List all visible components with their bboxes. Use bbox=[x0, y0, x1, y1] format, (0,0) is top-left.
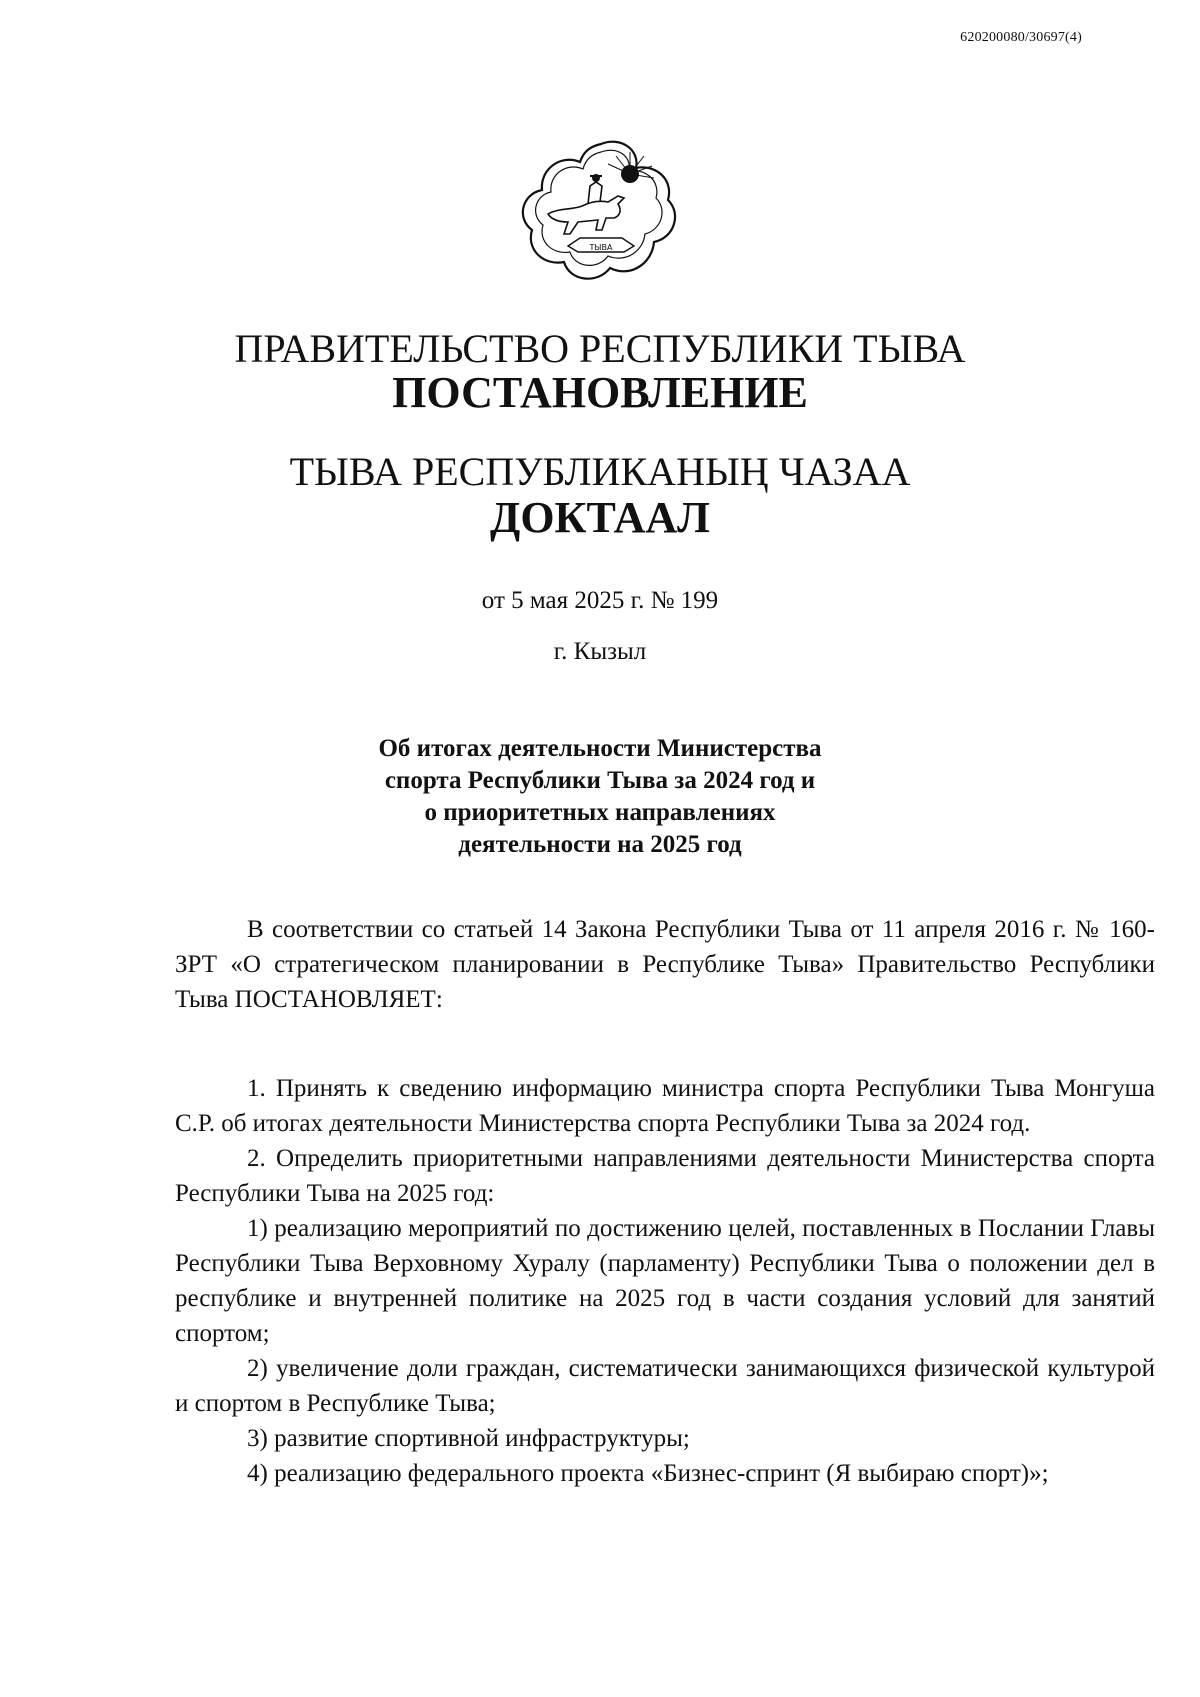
tuva-coat-of-arms-icon bbox=[518, 138, 684, 286]
emblem-inscription: ТЫВА bbox=[589, 243, 613, 252]
city-line: г. Кызыл bbox=[553, 638, 647, 665]
item-paragraph: 1. Принять к сведению информацию министра спорта Республики Тыва Монгуша С.Р. об итогах деятельности Министерства спорта Республики Тыва за 2024 год. bbox=[175, 1075, 1155, 1137]
subject-line: Об итогах деятельности Министерства bbox=[378, 735, 822, 762]
preamble-paragraph: В соответствии со статьей 14 Закона Республики Тыва от 11 апреля 2016 г. № 160-ЗРТ «О стратегическом планировании в Республике Тыва» Правительство Республики Тыва ПОСТАНОВЛЯЕТ: bbox=[175, 916, 1155, 1013]
subject-line: о приоритетных направлениях bbox=[424, 799, 776, 826]
document-id: 620200080/30697(4) bbox=[960, 30, 1082, 45]
date-line: от 5 мая 2025 г. № 199 bbox=[481, 587, 719, 614]
resolution-items bbox=[175, 1071, 1155, 1491]
government-title-ru: ПРАВИТЕЛЬСТВО РЕСПУБЛИКИ ТЫВА bbox=[234, 326, 966, 371]
resolution-title-tyv: ДОКТААЛ bbox=[490, 493, 710, 542]
item-paragraph: 2) увеличение доли граждан, систематически занимающихся физической культурой и спортом в Республике Тыва; bbox=[175, 1355, 1155, 1417]
preamble-block bbox=[175, 912, 1155, 1017]
item-paragraph: 3) развитие спортивной инфраструктуры; bbox=[247, 1425, 690, 1452]
subject-line: спорта Республики Тыва за 2024 год и bbox=[384, 767, 816, 794]
item-paragraph: 2. Определить приоритетными направлениями деятельности Министерства спорта Республики Тыва на 2025 год: bbox=[175, 1145, 1155, 1207]
item-paragraph: 4) реализацию федерального проекта «Бизнес-спринт (Я выбираю спорт)»; bbox=[247, 1460, 1049, 1487]
subject-line: деятельности на 2025 год bbox=[458, 831, 742, 858]
item-paragraph: 1) реализацию мероприятий по достижению целей, поставленных в Послании Главы Республики Тыва Верховному Хуралу (парламенту) Республики Тыва о положении дел в республике и внутренней политике на 2025 год в части создания условий для занятий спортом; bbox=[175, 1215, 1155, 1347]
resolution-title-ru: ПОСТАНОВЛЕНИЕ bbox=[392, 368, 808, 417]
government-title-tyv: ТЫВА РЕСПУБЛИКАНЫҢ ЧАЗАА bbox=[289, 449, 911, 494]
document-subject bbox=[320, 733, 880, 861]
